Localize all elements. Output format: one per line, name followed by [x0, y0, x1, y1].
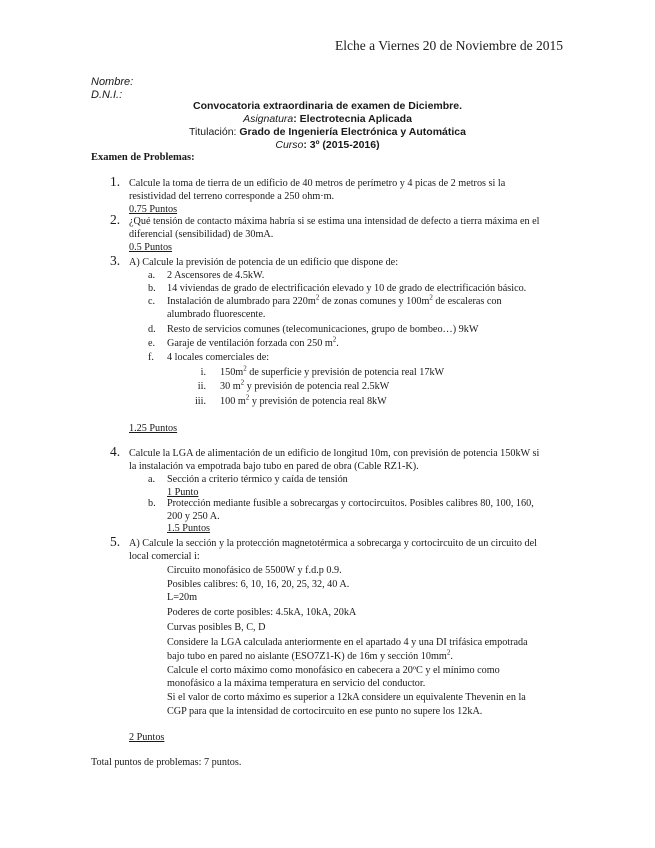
p4-a-text: Sección a criterio térmico y caída de tensión [167, 474, 348, 485]
p4-a-points: 1 Punto [167, 487, 199, 498]
p3-i-text-a: 150m [220, 367, 244, 378]
p3-ii-text [220, 378, 390, 392]
p5-spec-5: Curvas posibles B, C, D [167, 622, 266, 633]
problem-3-line-1: A) Calcule la previsión de potencia de un edificio que dispone de: [129, 257, 399, 268]
p5-spec-7-text-b: . [450, 651, 453, 662]
asignatura-line [0, 113, 655, 125]
problem-1-line-2: resistividad del terreno corresponde a 250 ohm·m. [129, 191, 335, 202]
superscript-2: 2 [240, 378, 245, 387]
problem-2-points: 0.5 Puntos [129, 242, 173, 253]
p3-i-text-b: de superficie y previsión de potencia real 17kW [246, 367, 445, 378]
p3-c-text-a: Instalación de alumbrado para 220m [167, 296, 316, 307]
p3-d-marker: d. [148, 324, 156, 335]
p3-c-marker: c. [148, 296, 156, 307]
p3-iii-text [220, 393, 387, 407]
p3-i-marker: i. [200, 367, 206, 378]
problem-2-line-1: ¿Qué tensión de contacto máxima habría si se estima una intensidad de defecto a tierra máxima en el [129, 216, 540, 227]
p3-b-text: 14 viviendas de grado de electrificación elevado y 10 de grado de electrificación básico. [167, 283, 527, 294]
p4-b-points: 1.5 Puntos [167, 523, 211, 534]
p3-c-text-b: de zonas comunes y 100m [319, 296, 430, 307]
p5-spec-3: L=20m [167, 592, 198, 603]
p4-a-marker: a. [148, 474, 156, 485]
p3-e-text-a: Garaje de ventilación forzada con 250 m [167, 338, 333, 349]
superscript-2: 2 [245, 393, 250, 402]
curso-value: : 3º (2015-2016) [303, 139, 380, 151]
total-points: Total puntos de problemas: 7 puntos. [91, 757, 242, 768]
problem-5-line-1: A) Calcule la sección y la protección magnetotérmica a sobrecarga y cortocircuito de un circuito del [129, 538, 537, 549]
p3-b-marker: b. [148, 283, 156, 294]
p4-b-line-2: 200 y 250 A. [167, 511, 220, 522]
asignatura-label: Asignatura [243, 113, 294, 125]
p3-i-text [220, 364, 445, 378]
p3-iii-text-a: 100 m [220, 396, 246, 407]
p3-e-text-b: . [336, 338, 339, 349]
p3-c-line-1 [167, 293, 502, 307]
problem-2-number: 2. [110, 212, 121, 227]
superscript-2: 2 [243, 364, 247, 373]
p4-b-line-1: Protección mediante fusible a sobrecargas y cortocircuitos. Posibles calibres 80, 100, 160, [167, 498, 534, 509]
problem-1-number: 1. [110, 174, 121, 189]
p3-iii-text-b: y previsión de potencia real 8kW [249, 396, 387, 407]
problem-4-line-1: Calcule la LGA de alimentación de un edificio de longitud 10m, con previsión de potencia 150kW si [129, 448, 540, 459]
p3-c-text-c: de escaleras con [432, 296, 502, 307]
p3-e-text [167, 335, 339, 349]
superscript-2: 2 [315, 293, 320, 302]
superscript-2: 2 [429, 293, 433, 302]
exam-title: Convocatoria extraordinaria de examen de Diciembre. [192, 100, 463, 112]
p5-spec-7-text-a: bajo tubo en pared no aislante (ESO7Z1-K) de 16m y sección 10mm [167, 651, 447, 662]
p3-a-text: 2 Ascensores de 4.5kW. [167, 270, 265, 281]
p3-a-marker: a. [148, 270, 156, 281]
problem-3-points: 1.25 Puntos [129, 423, 178, 434]
p5-spec-9: monofásico a la máxima temperatura en servicio del conductor. [167, 678, 426, 689]
p4-b-marker: b. [148, 498, 156, 509]
superscript-2: 2 [446, 648, 451, 657]
problem-4-line-2: la instalación va empotrada bajo tubo en pared de obra (Cable RZ1-K). [129, 461, 419, 472]
problem-3-number: 3. [110, 253, 121, 268]
p5-spec-8: Calcule el corto máximo como monofásico en cabecera a 20ºC y el mínimo como [167, 665, 500, 676]
asignatura-value: : Electrotecnia Aplicada [293, 113, 412, 125]
p3-ii-text-a: 30 m [220, 381, 241, 392]
p5-spec-4: Poderes de corte posibles: 4.5kA, 10kA, 20kA [167, 607, 357, 618]
superscript-2: 2 [332, 335, 337, 344]
nombre-label: Nombre: [91, 76, 134, 88]
curso-line [0, 139, 655, 151]
p3-d-text: Resto de servicios comunes (telecomunicaciones, grupo de bombeo…) 9kW [167, 324, 479, 335]
p3-e-marker: e. [148, 338, 156, 349]
problem-4-number: 4. [110, 444, 121, 459]
titulacion-label: Titulación: [189, 126, 237, 138]
p5-spec-6: Considere la LGA calculada anteriormente en el apartado 4 y una DI trifásica empotrada [167, 637, 528, 648]
problem-1-line-1: Calcule la toma de tierra de un edificio de 40 metros de perímetro y 4 picas de 2 metros si la [129, 178, 506, 189]
p5-spec-10: Si el valor de corto máximo es superior a 12kA considere un equivalente Thevenin en la [167, 692, 526, 703]
p3-c-line-2: alumbrado fluorescente. [167, 309, 266, 320]
problem-2-line-2: diferencial (sensibilidad) de 30mA. [129, 229, 274, 240]
p5-spec-1: Circuito monofásico de 5500W y f.d.p 0.9. [167, 565, 342, 576]
section-title: Examen de Problemas: [91, 152, 195, 163]
date-line: Elche a Viernes 20 de Noviembre de 2015 [335, 38, 563, 53]
p3-f-marker: f. [148, 352, 154, 363]
problem-5-points: 2 Puntos [129, 732, 165, 743]
p5-spec-11: CGP para que la intensidad de cortocircuito en ese punto no supere los 12kA. [167, 706, 483, 717]
p5-spec-2: Posibles calibres: 6, 10, 16, 20, 25, 32, 40 A. [167, 579, 350, 590]
dni-label: D.N.I.: [91, 89, 123, 101]
p3-f-text: 4 locales comerciales de: [167, 352, 270, 363]
titulacion-value: Grado de Ingeniería Electrónica y Automática [236, 126, 466, 138]
problem-5-number: 5. [110, 534, 121, 549]
problem-1-points: 0.75 Puntos [129, 204, 178, 215]
p3-ii-text-b: y previsión de potencia real 2.5kW [244, 381, 390, 392]
problem-5-line-2: local comercial i: [129, 551, 200, 562]
titulacion-line [0, 126, 655, 138]
p3-ii-marker: ii. [197, 381, 206, 392]
p5-spec-7 [167, 648, 453, 662]
p3-iii-marker: iii. [194, 396, 206, 407]
curso-label: Curso [275, 139, 304, 151]
